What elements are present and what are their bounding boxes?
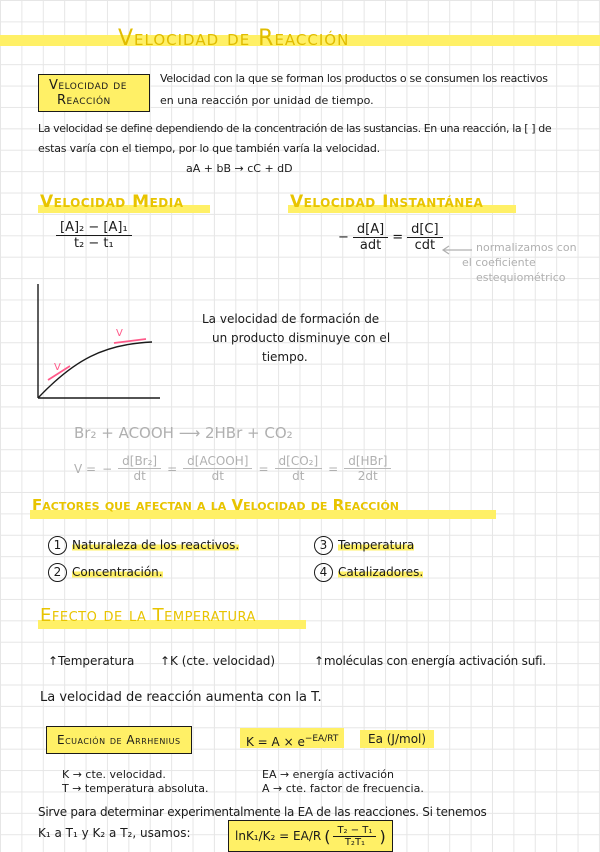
example-reaction: Br₂ + ACOOH ⟶ 2HBr + CO₂	[74, 424, 293, 442]
media-numerator: [A]₂ − [A]₁	[56, 220, 132, 236]
graph-caption	[202, 310, 390, 367]
final-formula-main: lnK₁/K₂ = EA/R	[235, 829, 322, 843]
factor-item-1	[48, 536, 239, 555]
factor-label-1: Naturaleza de los reactivos.	[72, 538, 240, 552]
example-f1-den: dt	[133, 469, 146, 483]
instantanea-frac1-num: d[A]	[353, 222, 388, 238]
factor-item-4	[314, 563, 423, 582]
factor-item-3	[314, 536, 414, 555]
example-eq1: =	[167, 461, 178, 476]
definition-term-line1: Velocidad de	[49, 78, 127, 93]
arrhenius-exponent: −EA/RT	[304, 734, 339, 744]
factor-number-4: 4	[314, 563, 333, 582]
factor-label-4: Catalizadores.	[338, 565, 424, 579]
note-arrow	[440, 244, 474, 256]
page-title: Velocidad de Reacción	[118, 26, 350, 51]
definition-term-line2: Reacción	[57, 93, 111, 108]
example-f4-den: 2dt	[357, 469, 378, 483]
example-minus: −	[102, 461, 113, 476]
factor-number-3: 3	[314, 536, 333, 555]
definition-text-line1: Velocidad con la que se forman los productos o se consumen los reactivos	[160, 72, 548, 85]
media-denominator: t₂ − t₁	[73, 236, 114, 251]
legend-a: A → cte. factor de frecuencia.	[262, 782, 424, 795]
definition-term-box	[38, 74, 150, 112]
instantanea-formula	[338, 222, 443, 253]
factor-label-3: Temperatura	[338, 538, 415, 552]
factor-item-2	[48, 563, 163, 582]
example-f4-num: d[HBr]	[344, 454, 391, 469]
concentration-graph	[34, 282, 164, 406]
legend-ea: EA → energía activación	[262, 768, 395, 781]
temperature-relation-1: ↑Temperatura	[48, 654, 135, 668]
graph-caption-line2: un producto disminuye con el	[212, 331, 391, 345]
definition-para-line1: La velocidad se define dependiendo de la concentración de las sustancias. En una reacción, la [ ] de	[38, 122, 552, 135]
factor-number-2: 2	[48, 563, 67, 582]
closing-line1: Sirve para determinar experimentalmente la EA de las reacciones. Si tenemos	[38, 805, 487, 819]
instantanea-frac2-den: cdt	[414, 238, 436, 253]
final-formula-den: T₂T₁	[344, 836, 366, 848]
arrhenius-formula	[240, 728, 344, 748]
arrhenius-base: K = A × e	[246, 735, 305, 749]
instantanea-note-line3: estequiométrico	[476, 271, 566, 284]
example-f1-num: d[Br₂]	[118, 454, 161, 469]
example-rate-expression	[74, 454, 391, 483]
graph-caption-line1: La velocidad de formación de	[202, 312, 380, 326]
definition-para-line2: estas varía con el tiempo, por lo que también varía la velocidad.	[38, 142, 380, 155]
example-eq3: =	[328, 461, 339, 476]
final-formula-num: T₂ − T₁	[333, 825, 376, 837]
legend-t: T → temperatura absoluta.	[62, 782, 209, 795]
instantanea-frac2-num: d[C]	[407, 222, 442, 238]
example-f3-num: d[CO₂]	[275, 454, 323, 469]
final-formula: lnK₁/K₂ = EA/R ( $\frac{\text{T₂ − T₁}}{\text{T₂T₁}}$ )	[228, 820, 393, 852]
ea-units: Ea (J/mol)	[360, 730, 434, 748]
example-f2-den: dt	[211, 469, 224, 483]
instantanea-note-line1: normalizamos con	[476, 241, 577, 254]
instantanea-equals: =	[392, 230, 404, 245]
instantanea-note-line2: el coeficiente	[462, 256, 536, 269]
temperature-statement: La velocidad de reacción aumenta con la T.	[40, 690, 322, 705]
example-f3-den: dt	[292, 469, 305, 483]
tangent-mark-2: V	[116, 328, 123, 339]
instantanea-frac1-den: adt	[359, 238, 382, 253]
closing-line2: K₁ a T₁ y K₂ a T₂, usamos:	[38, 826, 191, 840]
media-heading: Velocidad Media	[40, 192, 184, 212]
tangent-mark-1: V	[54, 362, 61, 373]
instantanea-heading: Velocidad Instantánea	[290, 192, 484, 212]
example-eq2: =	[258, 461, 269, 476]
temperature-relation-2: ↑K (cte. velocidad)	[160, 654, 276, 668]
factor-number-1: 1	[48, 536, 67, 555]
arrhenius-label: Ecuación de Arrhenius	[46, 726, 192, 754]
media-formula	[56, 220, 132, 251]
temperatura-heading: Efecto de la Temperatura	[40, 605, 256, 626]
example-f2-num: d[ACOOH]	[183, 454, 252, 469]
definition-text-line2: en una reacción por unidad de tiempo.	[160, 94, 374, 107]
general-reaction: aA + bB → cC + dD	[186, 162, 293, 175]
factor-label-2: Concentración.	[72, 565, 163, 579]
instantanea-sign: −	[338, 230, 349, 245]
example-v-label: V =	[74, 461, 97, 476]
factores-heading: Factores que afectan a la Velocidad de Reacción	[32, 496, 400, 514]
instantanea-note	[462, 240, 577, 285]
temperature-relation-3: ↑moléculas con energía activación sufi.	[314, 654, 546, 668]
graph-caption-line3: tiempo.	[262, 350, 308, 364]
legend-k: K → cte. velocidad.	[62, 768, 166, 781]
